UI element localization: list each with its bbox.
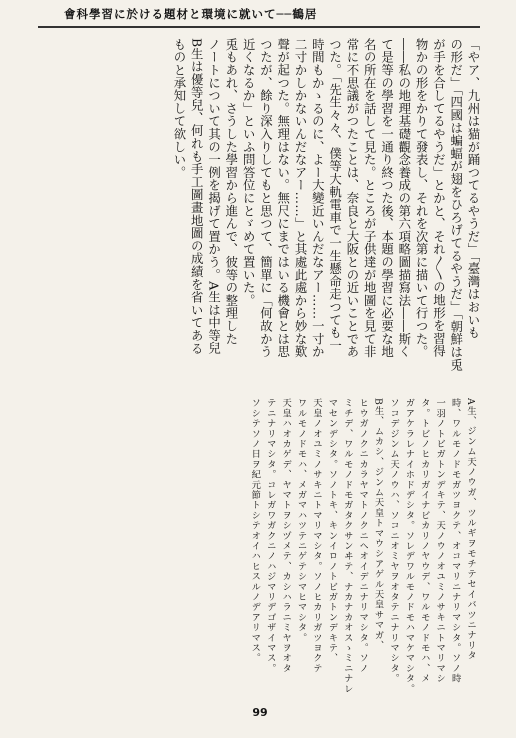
lower-student-notes bbox=[247, 398, 478, 698]
upper-body-text bbox=[171, 38, 482, 372]
note-column: 天皇ノオユミノサキニトマリマシタ。ソノヒカリガツヨクテ bbox=[310, 398, 322, 674]
text-column: の形だ」「四國は蝙蝠が翅をひろげてるやうだ」「朝鮮は兎 bbox=[448, 38, 464, 372]
note-column: タ。トビノヒカリガイナビカリノヤウデ、ワルモノドモハ、メ bbox=[418, 398, 430, 684]
text-column: 兎もあれ、さうした學習から進んで、彼等の整理した bbox=[223, 38, 239, 346]
text-column: つた。「先生々々、僕等大軌電車で一生懸命走つても一 bbox=[327, 38, 343, 352]
header-rule bbox=[38, 26, 480, 28]
text-column: ノートについて其の一例を揭げて置かう。A生は中等兒 bbox=[206, 38, 222, 355]
note-column: ヒウガノクニカラヤマトノクニヘオイデニナリマシタ。ソノ bbox=[357, 398, 369, 674]
text-column: B生は優等兒、何れも手工圖畫地圖の成績を省いてある bbox=[189, 38, 205, 355]
note-column: ガアケラレナイホドデシタ。ソレデワルモノドモハマケマシタ。 bbox=[403, 398, 415, 694]
note-column: 天皇ハオカゲデ、ヤマトヲシヅメテ、カシハラニミヤヲオタ bbox=[280, 398, 292, 674]
text-column: 近くなるか」といふ問答位にとゞめて置いた。 bbox=[241, 38, 257, 307]
text-column: つたが、餘り深入りしてもと思つて、簡單に「何故かう bbox=[258, 38, 274, 358]
text-column: 名の所在を話して見た。ところが子供達が地圖を見て非 bbox=[362, 38, 378, 358]
note-column: 時、ワルモノドモガツヨクテ、オコマリニナリマシタ。ソノ時 bbox=[449, 398, 461, 684]
note-column: ソコデジンム天ノウハ、ソコニオミヤヲオタテニナリマシタ。 bbox=[387, 398, 399, 684]
text-column: ものと承知して欲しい。 bbox=[171, 38, 187, 179]
text-column: 二寸かしかないんだなアー……」と其處此處から妙な歎 bbox=[293, 38, 309, 358]
note-column: A生、ジンム天ノウガ、ツルギヲモチテセイバツニナリタ bbox=[465, 398, 476, 661]
note-column: ソシテソノ日ヲ紀元節トシテオイハヒスルノデアリマス。 bbox=[249, 398, 261, 664]
note-column: ワルモノドモハ、メガマハツテニゲテシマヒマシタ。 bbox=[295, 398, 307, 643]
running-header: 會科學習に於ける題材と環境に就いて──鶴居 bbox=[64, 7, 318, 21]
text-column: 物かの形をかりて發表し、それを次第に描いて行つた。 bbox=[414, 38, 430, 358]
text-column: ――私の地理基礎觀念養成の第六項略圖描寫法――斯く bbox=[396, 38, 412, 358]
text-column: 時間もかゝるのに、よー大變近いんだなアー……一寸か bbox=[310, 38, 326, 358]
note-column: ミチデ、ワルモノドモガタクサンヰテ、ナカナカオスゝミニナレ bbox=[341, 398, 353, 694]
page-number: 99 bbox=[252, 706, 268, 719]
note-column: マセンデシタ。ソノトキ、キンイロノトビガトンデキテ、 bbox=[326, 398, 338, 664]
note-column: 一羽ノトビガトンデキテ、天ノウノオユミノサキニトマリマシ bbox=[434, 398, 446, 684]
note-column: テニナリマシタ。コレガワガクニノハジマリデゴザイマス。 bbox=[264, 398, 276, 674]
text-column: 「やア、九州は猫が踊つてるやうだ」「臺灣はおいも bbox=[466, 38, 481, 339]
text-column: て是等の學習を一通り終つた後、本題の學習に必要な地 bbox=[379, 38, 395, 358]
note-column: B生、ムカシ、ジンム天皇トマウシアゲル天皇サマガ、 bbox=[372, 398, 384, 651]
text-column: が手を合してるやうだ」とかと、それ〳〵の地形を習得 bbox=[431, 38, 447, 358]
text-column: 聲が起つた。無理はない。無尺にまではいる機會とは思 bbox=[275, 38, 291, 358]
text-column: 常に不思議がつたことは、奈良と大阪との近いことであ bbox=[344, 38, 360, 358]
